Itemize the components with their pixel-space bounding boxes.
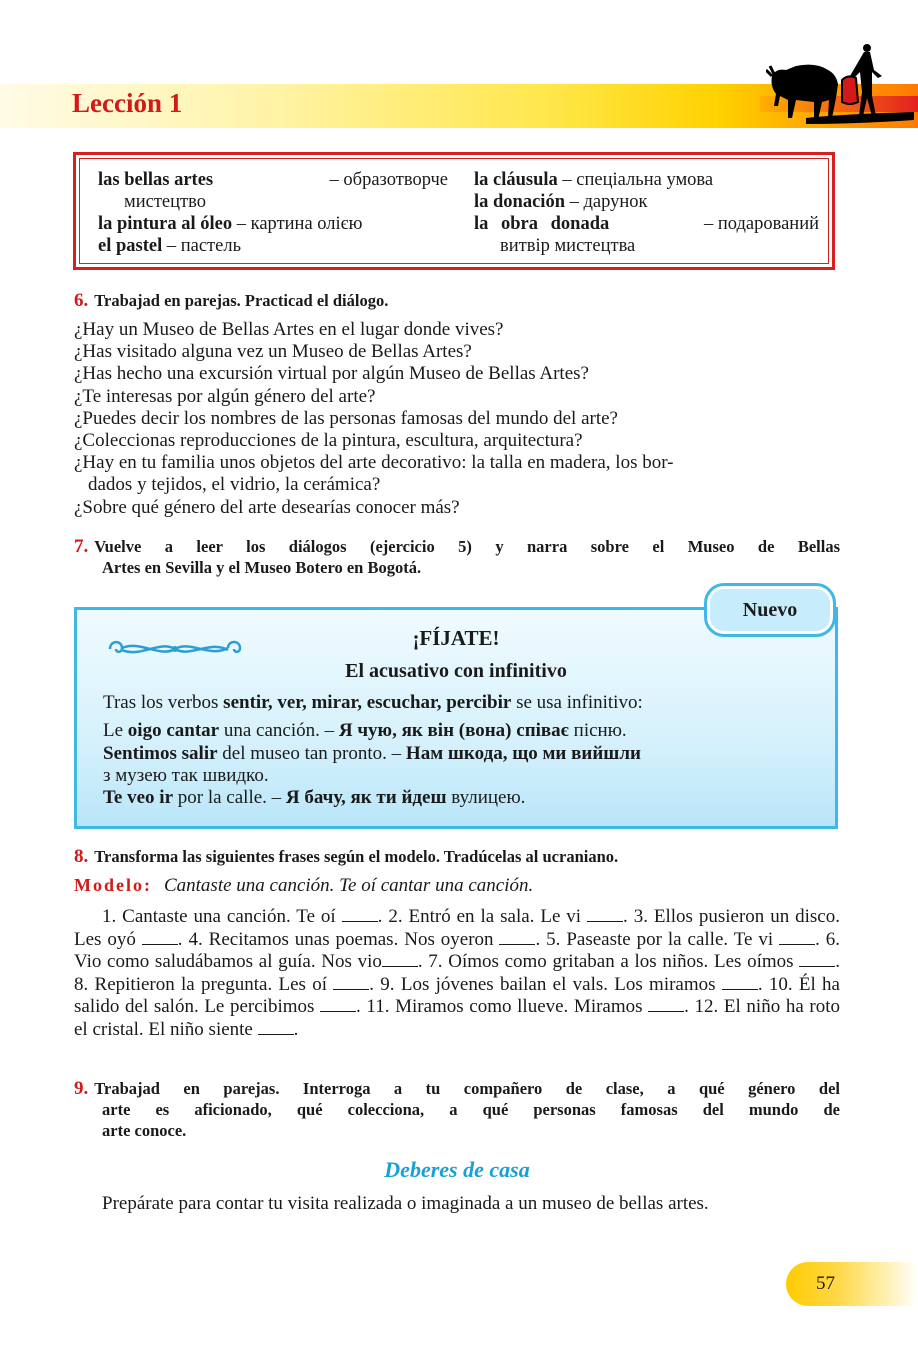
vocabulary-left-column: las bellas artes – образотворче мистецтво la pintura al óleo – картина олією el pastel – пастель: [98, 170, 448, 256]
list-item: ¿Puedes decir los nombres de las personas famosas del mundo del arte?: [74, 407, 618, 429]
vocabulary-right-column: la cláusula – спеціальна умова la donación – дарунок la obra donada – подарований витвір мистецтва: [474, 170, 819, 256]
exercise-6-questions: [74, 319, 844, 519]
answer-blank: [320, 999, 356, 1012]
page-number: 57: [816, 1273, 835, 1294]
exercise-8-heading: 8. Transforma las siguientes frases según el modelo. Tradúcelas al ucraniano.: [74, 846, 619, 867]
answer-blank: [342, 909, 378, 922]
answer-blank: [587, 909, 623, 922]
exercise-7-heading: 7. Vuelve a leer los diálogos (ejercicio 5) y narra sobre el Museo de Bellas Artes en Sevilla y el Museo Botero en Bogotá.: [74, 536, 840, 577]
model-label: Modelo:: [74, 875, 152, 895]
exercise-8-sentences: 1. Cantaste una canción. Te oí . 2. Entró en la sala. Le vi . 3. Ellos pusieron un disco. Les oyó . 4. Recitamos unas poemas. Nos oyeron . 5. Paseaste por la calle. Te vi . 6. Vio como saludábamos al guía. Nos vio . 7. Oímos como gritaban a los niños. Les oímos . 8. Repitieron la pregunta. Les oí . 9. Los jóvenes bailan el vals. Los miramos . 10. Él ha salido del salón. Le percibimos . 11. Miramos como llueve. Miramos . 12. El niño ha roto el cristal. El niño siente .: [74, 906, 840, 1040]
list-item: ¿Has visitado alguna vez un Museo de Bellas Artes?: [74, 341, 472, 363]
answer-blank: [258, 1022, 294, 1035]
answer-blank: [779, 932, 815, 945]
model-text: Cantaste una canción. Te oí cantar una canción.: [163, 875, 534, 896]
model-example: [74, 875, 533, 897]
list-item: ¿Te interesas por algún género del arte?: [74, 385, 376, 407]
list-item: ¿Sobre qué género del arte desearías conocer más?: [74, 496, 460, 518]
nuevo-badge: Nuevo: [704, 583, 836, 637]
list-item: ¿Hay un Museo de Bellas Artes en el lugar donde vives?: [74, 319, 504, 340]
homework-title: Deberes de casa: [384, 1157, 530, 1182]
exercise-9-heading: 9. Trabajad en parejas. Interroga a tu compañero de clase, a qué género del arte es aficionado, qué colecciona, a qué personas famosas del mundo de arte conoce.: [74, 1078, 840, 1140]
grammar-note-subtitle: El acusativo con infinitivo: [345, 660, 567, 682]
list-item: ¿Has hecho una excursión virtual por algún Museo de Bellas Artes?: [74, 363, 589, 385]
answer-blank: [142, 932, 178, 945]
vocabulary-box: [73, 152, 835, 270]
lesson-title: Lección 1: [72, 88, 183, 118]
answer-blank: [648, 999, 684, 1012]
answer-blank: [333, 977, 369, 990]
list-item: ¿Hay en tu familia unos objetos del arte decorativo: la talla en madera, los bor-: [74, 452, 674, 474]
answer-blank: [499, 932, 535, 945]
grammar-note-title: ¡FÍJATE!: [412, 626, 500, 650]
exercise-6-heading: 6. Trabajad en parejas. Practicad el diálogo.: [74, 290, 389, 311]
page-number-badge: [786, 1262, 918, 1306]
answer-blank: [799, 954, 835, 967]
homework-text: Prepárate para contar tu visita realizada o imaginada a un museo de bellas artes.: [102, 1193, 709, 1214]
answer-blank: [722, 977, 758, 990]
list-item: dados y tejidos, el vidrio, la cerámica?: [88, 474, 381, 496]
grammar-note-body: Tras los verbos sentir, ver, mirar, escuchar, percibir se usa infinitivo: Le oigo cantar una canción. – Я чую, як він (вона) співає пісню. Sentimos salir del museo tan pronto. – Нам шкода, що ми вийшли з музею так швидко. Te veo ir por la calle. – Я бачу, як ти йдеш вулицею.: [103, 692, 643, 809]
answer-blank: [382, 954, 418, 967]
list-item: ¿Coleccionas reproducciones de la pintura, escultura, arquitectura?: [74, 430, 583, 452]
bullfighter-silhouette-icon: [766, 40, 916, 128]
